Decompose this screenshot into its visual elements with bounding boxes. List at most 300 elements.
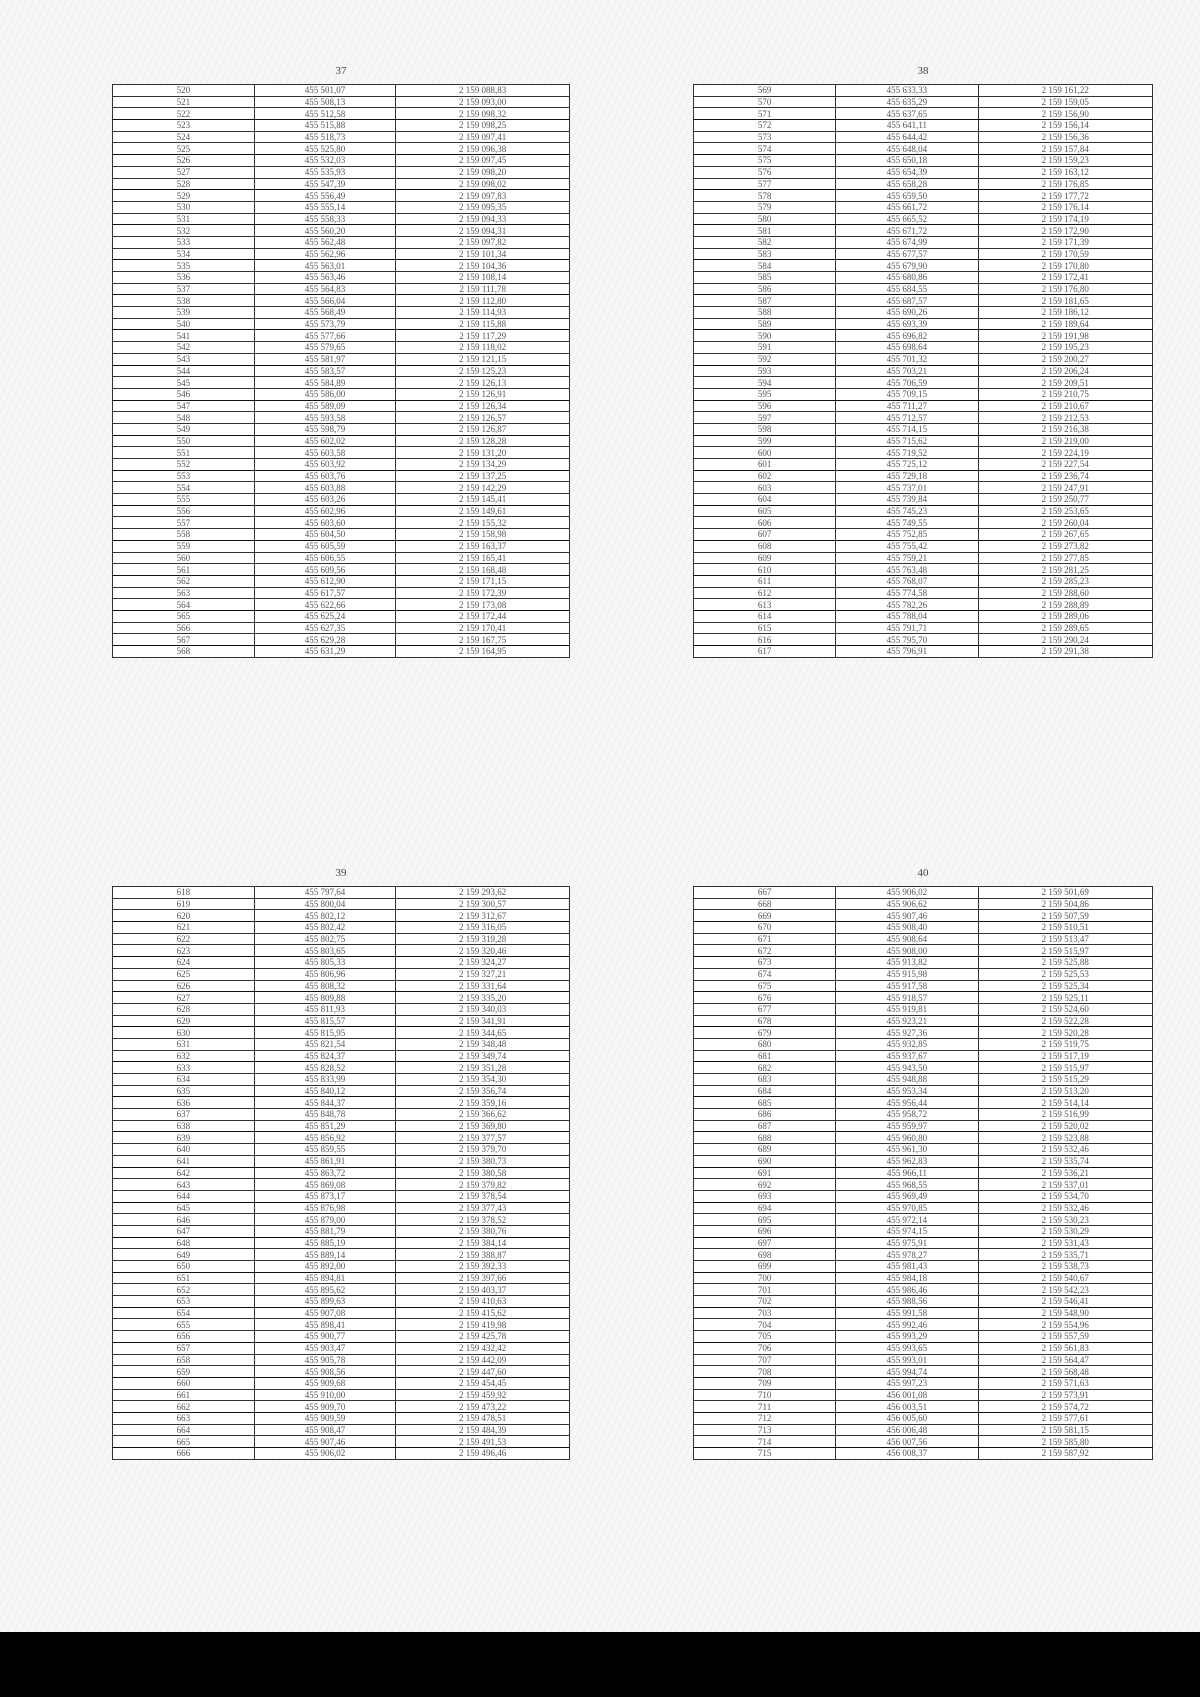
x-coordinate-cell: 456 007,56 (836, 1436, 978, 1448)
table-row (113, 1436, 570, 1448)
table-row (694, 1237, 1153, 1249)
y-coordinate-cell: 2 159 156,14 (978, 120, 1152, 132)
x-coordinate-cell: 455 605,59 (254, 540, 396, 552)
x-coordinate-cell: 455 903,47 (254, 1342, 396, 1354)
y-coordinate-cell: 2 159 378,52 (396, 1214, 570, 1226)
point-number-cell: 696 (694, 1225, 836, 1237)
table-row (694, 166, 1153, 178)
x-coordinate-cell: 455 802,12 (254, 910, 396, 922)
point-number-cell: 627 (113, 992, 255, 1004)
y-coordinate-cell: 2 159 524,60 (978, 1003, 1152, 1015)
x-coordinate-cell: 455 617,57 (254, 587, 396, 599)
x-coordinate-cell: 455 631,29 (254, 646, 396, 658)
point-number-cell: 705 (694, 1331, 836, 1343)
x-coordinate-cell: 455 815,95 (254, 1027, 396, 1039)
y-coordinate-cell: 2 159 191,98 (978, 330, 1152, 342)
point-number-cell: 701 (694, 1284, 836, 1296)
table-row (113, 1342, 570, 1354)
point-number-cell: 706 (694, 1342, 836, 1354)
y-coordinate-cell: 2 159 537,01 (978, 1179, 1152, 1191)
y-coordinate-cell: 2 159 540,67 (978, 1272, 1152, 1284)
point-number-cell: 617 (694, 646, 836, 658)
x-coordinate-cell: 455 910,00 (254, 1389, 396, 1401)
table-row (694, 1412, 1153, 1424)
point-number-cell: 536 (113, 272, 255, 284)
table-row (113, 353, 570, 365)
table-row (113, 968, 570, 980)
x-coordinate-cell: 455 993,65 (836, 1342, 978, 1354)
point-number-cell: 586 (694, 283, 836, 295)
y-coordinate-cell: 2 159 432,42 (396, 1342, 570, 1354)
table-row (694, 318, 1153, 330)
y-coordinate-cell: 2 159 216,38 (978, 423, 1152, 435)
point-number-cell: 524 (113, 131, 255, 143)
y-coordinate-cell: 2 159 126,91 (396, 388, 570, 400)
table-row (694, 120, 1153, 132)
y-coordinate-cell: 2 159 189,64 (978, 318, 1152, 330)
y-coordinate-cell: 2 159 351,28 (396, 1062, 570, 1074)
point-number-cell: 681 (694, 1050, 836, 1062)
point-number-cell: 602 (694, 470, 836, 482)
point-number-cell: 521 (113, 96, 255, 108)
y-coordinate-cell: 2 159 478,51 (396, 1412, 570, 1424)
x-coordinate-cell: 455 809,88 (254, 992, 396, 1004)
table-row (113, 505, 570, 517)
y-coordinate-cell: 2 159 397,66 (396, 1272, 570, 1284)
x-coordinate-cell: 455 661,72 (836, 201, 978, 213)
page-38 (693, 62, 1153, 657)
point-number-cell: 601 (694, 459, 836, 471)
x-coordinate-cell: 455 906,62 (836, 898, 978, 910)
table-row (694, 213, 1153, 225)
point-number-cell: 532 (113, 225, 255, 237)
table-row (694, 190, 1153, 202)
y-coordinate-cell: 2 159 525,88 (978, 957, 1152, 969)
table-row (113, 120, 570, 132)
point-number-cell: 715 (694, 1448, 836, 1460)
table-row (694, 272, 1153, 284)
x-coordinate-cell: 455 602,02 (254, 435, 396, 447)
x-coordinate-cell: 455 948,88 (836, 1074, 978, 1086)
y-coordinate-cell: 2 159 392,33 (396, 1261, 570, 1273)
table-row (694, 96, 1153, 108)
table-row (694, 1307, 1153, 1319)
point-number-cell: 527 (113, 166, 255, 178)
table-row (694, 1225, 1153, 1237)
table-row (113, 992, 570, 1004)
point-number-cell: 710 (694, 1389, 836, 1401)
point-number-cell: 665 (113, 1436, 255, 1448)
table-row (113, 1038, 570, 1050)
point-number-cell: 542 (113, 342, 255, 354)
y-coordinate-cell: 2 159 291,38 (978, 646, 1152, 658)
x-coordinate-cell: 455 648,04 (836, 143, 978, 155)
point-number-cell: 664 (113, 1424, 255, 1436)
point-number-cell: 708 (694, 1366, 836, 1378)
table-row (694, 610, 1153, 622)
x-coordinate-cell: 455 768,07 (836, 575, 978, 587)
point-number-cell: 534 (113, 248, 255, 260)
table-row (113, 178, 570, 190)
y-coordinate-cell: 2 159 159,05 (978, 96, 1152, 108)
x-coordinate-cell: 455 501,07 (254, 85, 396, 97)
x-coordinate-cell: 455 991,58 (836, 1307, 978, 1319)
x-coordinate-cell: 455 679,90 (836, 260, 978, 272)
table-row (694, 1120, 1153, 1132)
table-row (113, 910, 570, 922)
x-coordinate-cell: 455 566,04 (254, 295, 396, 307)
x-coordinate-cell: 455 684,55 (836, 283, 978, 295)
point-number-cell: 699 (694, 1261, 836, 1273)
x-coordinate-cell: 455 993,29 (836, 1331, 978, 1343)
table-row (113, 1331, 570, 1343)
y-coordinate-cell: 2 159 253,65 (978, 505, 1152, 517)
x-coordinate-cell: 455 562,48 (254, 236, 396, 248)
y-coordinate-cell: 2 159 530,29 (978, 1225, 1152, 1237)
x-coordinate-cell: 455 909,70 (254, 1401, 396, 1413)
point-number-cell: 679 (694, 1027, 836, 1039)
x-coordinate-cell: 455 603,88 (254, 482, 396, 494)
y-coordinate-cell: 2 159 548,90 (978, 1307, 1152, 1319)
x-coordinate-cell: 455 856,92 (254, 1132, 396, 1144)
table-row (113, 1377, 570, 1389)
y-coordinate-cell: 2 159 587,92 (978, 1448, 1152, 1460)
y-coordinate-cell: 2 159 134,29 (396, 459, 570, 471)
x-coordinate-cell: 455 919,81 (836, 1003, 978, 1015)
y-coordinate-cell: 2 159 530,23 (978, 1214, 1152, 1226)
point-number-cell: 606 (694, 517, 836, 529)
point-number-cell: 573 (694, 131, 836, 143)
table-row (113, 1109, 570, 1121)
y-coordinate-cell: 2 159 554,96 (978, 1319, 1152, 1331)
x-coordinate-cell: 455 970,85 (836, 1202, 978, 1214)
point-number-cell: 683 (694, 1074, 836, 1086)
x-coordinate-cell: 455 889,14 (254, 1249, 396, 1261)
y-coordinate-cell: 2 159 542,23 (978, 1284, 1152, 1296)
table-row (113, 96, 570, 108)
y-coordinate-cell: 2 159 145,41 (396, 494, 570, 506)
table-row (113, 945, 570, 957)
table-row (113, 1319, 570, 1331)
point-number-cell: 621 (113, 922, 255, 934)
x-coordinate-cell: 455 811,93 (254, 1003, 396, 1015)
y-coordinate-cell: 2 159 379,82 (396, 1179, 570, 1191)
table-row (694, 1436, 1153, 1448)
x-coordinate-cell: 455 869,08 (254, 1179, 396, 1191)
point-number-cell: 552 (113, 459, 255, 471)
point-number-cell: 559 (113, 540, 255, 552)
x-coordinate-cell: 455 635,29 (836, 96, 978, 108)
x-coordinate-cell: 455 604,50 (254, 529, 396, 541)
y-coordinate-cell: 2 159 377,57 (396, 1132, 570, 1144)
y-coordinate-cell: 2 159 149,61 (396, 505, 570, 517)
y-coordinate-cell: 2 159 546,41 (978, 1296, 1152, 1308)
table-row (113, 412, 570, 424)
x-coordinate-cell: 455 907,46 (254, 1436, 396, 1448)
table-row (113, 143, 570, 155)
page-39 (112, 864, 570, 1459)
y-coordinate-cell: 2 159 224,19 (978, 447, 1152, 459)
table-row (694, 945, 1153, 957)
y-coordinate-cell: 2 159 172,39 (396, 587, 570, 599)
table-row (694, 1074, 1153, 1086)
x-coordinate-cell: 455 644,42 (836, 131, 978, 143)
point-number-cell: 538 (113, 295, 255, 307)
y-coordinate-cell: 2 159 459,92 (396, 1389, 570, 1401)
x-coordinate-cell: 455 900,77 (254, 1331, 396, 1343)
y-coordinate-cell: 2 159 277,85 (978, 552, 1152, 564)
y-coordinate-cell: 2 159 415,62 (396, 1307, 570, 1319)
x-coordinate-cell: 455 828,52 (254, 1062, 396, 1074)
y-coordinate-cell: 2 159 525,34 (978, 980, 1152, 992)
table-row (694, 968, 1153, 980)
y-coordinate-cell: 2 159 170,41 (396, 622, 570, 634)
x-coordinate-cell: 455 909,59 (254, 1412, 396, 1424)
table-row (694, 412, 1153, 424)
table-row (694, 1038, 1153, 1050)
table-row (694, 1284, 1153, 1296)
table-row (694, 494, 1153, 506)
table-row (113, 1074, 570, 1086)
x-coordinate-cell: 455 962,83 (836, 1155, 978, 1167)
point-number-cell: 616 (694, 634, 836, 646)
x-coordinate-cell: 455 650,18 (836, 155, 978, 167)
x-coordinate-cell: 455 913,82 (836, 957, 978, 969)
y-coordinate-cell: 2 159 126,57 (396, 412, 570, 424)
table-row (694, 910, 1153, 922)
table-row (694, 505, 1153, 517)
point-number-cell: 583 (694, 248, 836, 260)
point-number-cell: 612 (694, 587, 836, 599)
y-coordinate-cell: 2 159 531,43 (978, 1237, 1152, 1249)
table-row (694, 1097, 1153, 1109)
point-number-cell: 589 (694, 318, 836, 330)
x-coordinate-cell: 455 824,37 (254, 1050, 396, 1062)
y-coordinate-cell: 2 159 403,37 (396, 1284, 570, 1296)
x-coordinate-cell: 455 997,23 (836, 1377, 978, 1389)
point-number-cell: 614 (694, 610, 836, 622)
x-coordinate-cell: 455 603,60 (254, 517, 396, 529)
x-coordinate-cell: 455 563,01 (254, 260, 396, 272)
point-number-cell: 704 (694, 1319, 836, 1331)
x-coordinate-cell: 455 800,04 (254, 898, 396, 910)
x-coordinate-cell: 455 968,55 (836, 1179, 978, 1191)
y-coordinate-cell: 2 159 354,30 (396, 1074, 570, 1086)
x-coordinate-cell: 455 961,30 (836, 1144, 978, 1156)
y-coordinate-cell: 2 159 515,97 (978, 945, 1152, 957)
point-number-cell: 685 (694, 1097, 836, 1109)
table-row (113, 365, 570, 377)
x-coordinate-cell: 455 885,19 (254, 1237, 396, 1249)
y-coordinate-cell: 2 159 293,62 (396, 887, 570, 899)
y-coordinate-cell: 2 159 156,90 (978, 108, 1152, 120)
table-row (694, 575, 1153, 587)
x-coordinate-cell: 455 715,62 (836, 435, 978, 447)
y-coordinate-cell: 2 159 410,63 (396, 1296, 570, 1308)
x-coordinate-cell: 455 508,13 (254, 96, 396, 108)
y-coordinate-cell: 2 159 378,54 (396, 1190, 570, 1202)
y-coordinate-cell: 2 159 473,22 (396, 1401, 570, 1413)
x-coordinate-cell: 455 802,75 (254, 933, 396, 945)
x-coordinate-cell: 455 603,26 (254, 494, 396, 506)
point-number-cell: 641 (113, 1155, 255, 1167)
x-coordinate-cell: 455 956,44 (836, 1097, 978, 1109)
x-coordinate-cell: 455 612,90 (254, 575, 396, 587)
table-row (694, 400, 1153, 412)
point-number-cell: 594 (694, 377, 836, 389)
point-number-cell: 556 (113, 505, 255, 517)
x-coordinate-cell: 455 556,49 (254, 190, 396, 202)
coordinate-table (112, 84, 570, 658)
table-row (694, 1354, 1153, 1366)
y-coordinate-cell: 2 159 557,59 (978, 1331, 1152, 1343)
table-row (113, 470, 570, 482)
page-number: 38 (917, 65, 929, 77)
x-coordinate-cell: 455 905,78 (254, 1354, 396, 1366)
y-coordinate-cell: 2 159 568,48 (978, 1366, 1152, 1378)
y-coordinate-cell: 2 159 212,53 (978, 412, 1152, 424)
table-row (694, 1015, 1153, 1027)
x-coordinate-cell: 455 749,55 (836, 517, 978, 529)
y-coordinate-cell: 2 159 172,90 (978, 225, 1152, 237)
point-number-cell: 712 (694, 1412, 836, 1424)
y-coordinate-cell: 2 159 250,77 (978, 494, 1152, 506)
table-row (694, 1389, 1153, 1401)
y-coordinate-cell: 2 159 516,99 (978, 1109, 1152, 1121)
point-number-cell: 539 (113, 307, 255, 319)
y-coordinate-cell: 2 159 525,11 (978, 992, 1152, 1004)
table-row (694, 470, 1153, 482)
x-coordinate-cell: 455 701,32 (836, 353, 978, 365)
point-number-cell: 707 (694, 1354, 836, 1366)
x-coordinate-cell: 455 879,00 (254, 1214, 396, 1226)
x-coordinate-cell: 455 833,99 (254, 1074, 396, 1086)
x-coordinate-cell: 455 654,39 (836, 166, 978, 178)
point-number-cell: 623 (113, 945, 255, 957)
y-coordinate-cell: 2 159 273,82 (978, 540, 1152, 552)
point-number-cell: 709 (694, 1377, 836, 1389)
y-coordinate-cell: 2 159 380,58 (396, 1167, 570, 1179)
table-row (694, 599, 1153, 611)
point-number-cell: 607 (694, 529, 836, 541)
table-row (113, 1003, 570, 1015)
table-row (694, 1272, 1153, 1284)
x-coordinate-cell: 455 848,78 (254, 1109, 396, 1121)
y-coordinate-cell: 2 159 173,08 (396, 599, 570, 611)
x-coordinate-cell: 455 573,79 (254, 318, 396, 330)
point-number-cell: 677 (694, 1003, 836, 1015)
x-coordinate-cell: 455 797,64 (254, 887, 396, 899)
y-coordinate-cell: 2 159 210,75 (978, 388, 1152, 400)
point-number-cell: 567 (113, 634, 255, 646)
x-coordinate-cell: 455 821,54 (254, 1038, 396, 1050)
table-row (113, 887, 570, 899)
x-coordinate-cell: 455 796,91 (836, 646, 978, 658)
x-coordinate-cell: 455 808,32 (254, 980, 396, 992)
y-coordinate-cell: 2 159 267,65 (978, 529, 1152, 541)
point-number-cell: 700 (694, 1272, 836, 1284)
point-number-cell: 675 (694, 980, 836, 992)
y-coordinate-cell: 2 159 126,87 (396, 423, 570, 435)
x-coordinate-cell: 455 711,27 (836, 400, 978, 412)
point-number-cell: 673 (694, 957, 836, 969)
y-coordinate-cell: 2 159 285,23 (978, 575, 1152, 587)
point-number-cell: 649 (113, 1249, 255, 1261)
point-number-cell: 605 (694, 505, 836, 517)
table-row (113, 599, 570, 611)
y-coordinate-cell: 2 159 165,41 (396, 552, 570, 564)
table-row (694, 85, 1153, 97)
point-number-cell: 611 (694, 575, 836, 587)
x-coordinate-cell: 455 923,21 (836, 1015, 978, 1027)
x-coordinate-cell: 455 909,68 (254, 1377, 396, 1389)
point-number-cell: 702 (694, 1296, 836, 1308)
point-number-cell: 609 (694, 552, 836, 564)
table-row (694, 1109, 1153, 1121)
table-row (694, 1331, 1153, 1343)
table-row (113, 1389, 570, 1401)
x-coordinate-cell: 455 665,52 (836, 213, 978, 225)
y-coordinate-cell: 2 159 088,83 (396, 85, 570, 97)
y-coordinate-cell: 2 159 157,84 (978, 143, 1152, 155)
x-coordinate-cell: 455 609,56 (254, 564, 396, 576)
table-row (694, 898, 1153, 910)
table-row (694, 283, 1153, 295)
table-row (113, 260, 570, 272)
table-row (694, 646, 1153, 658)
x-coordinate-cell: 455 908,40 (836, 922, 978, 934)
point-number-cell: 551 (113, 447, 255, 459)
table-row (113, 1132, 570, 1144)
x-coordinate-cell: 455 894,81 (254, 1272, 396, 1284)
page-number: 39 (335, 867, 347, 879)
y-coordinate-cell: 2 159 181,65 (978, 295, 1152, 307)
x-coordinate-cell: 455 918,57 (836, 992, 978, 1004)
page-number: 37 (335, 65, 347, 77)
x-coordinate-cell: 455 560,20 (254, 225, 396, 237)
table-row (113, 459, 570, 471)
y-coordinate-cell: 2 159 170,59 (978, 248, 1152, 260)
x-coordinate-cell: 455 851,29 (254, 1120, 396, 1132)
point-number-cell: 543 (113, 353, 255, 365)
point-number-cell: 545 (113, 377, 255, 389)
point-number-cell: 642 (113, 1167, 255, 1179)
table-row (694, 1424, 1153, 1436)
point-number-cell: 703 (694, 1307, 836, 1319)
point-number-cell: 577 (694, 178, 836, 190)
point-number-cell: 560 (113, 552, 255, 564)
y-coordinate-cell: 2 159 115,88 (396, 318, 570, 330)
table-row (113, 1062, 570, 1074)
x-coordinate-cell: 455 606,55 (254, 552, 396, 564)
table-row (113, 980, 570, 992)
table-row (113, 1401, 570, 1413)
point-number-cell: 569 (694, 85, 836, 97)
table-row (113, 1190, 570, 1202)
table-row (113, 933, 570, 945)
point-number-cell: 650 (113, 1261, 255, 1273)
coordinate-table (693, 84, 1153, 658)
point-number-cell: 671 (694, 933, 836, 945)
point-number-cell: 622 (113, 933, 255, 945)
point-number-cell: 653 (113, 1296, 255, 1308)
x-coordinate-cell: 455 696,82 (836, 330, 978, 342)
y-coordinate-cell: 2 159 538,73 (978, 1261, 1152, 1273)
table-row (113, 1179, 570, 1191)
table-row (113, 1366, 570, 1378)
table-row (694, 922, 1153, 934)
point-number-cell: 669 (694, 910, 836, 922)
